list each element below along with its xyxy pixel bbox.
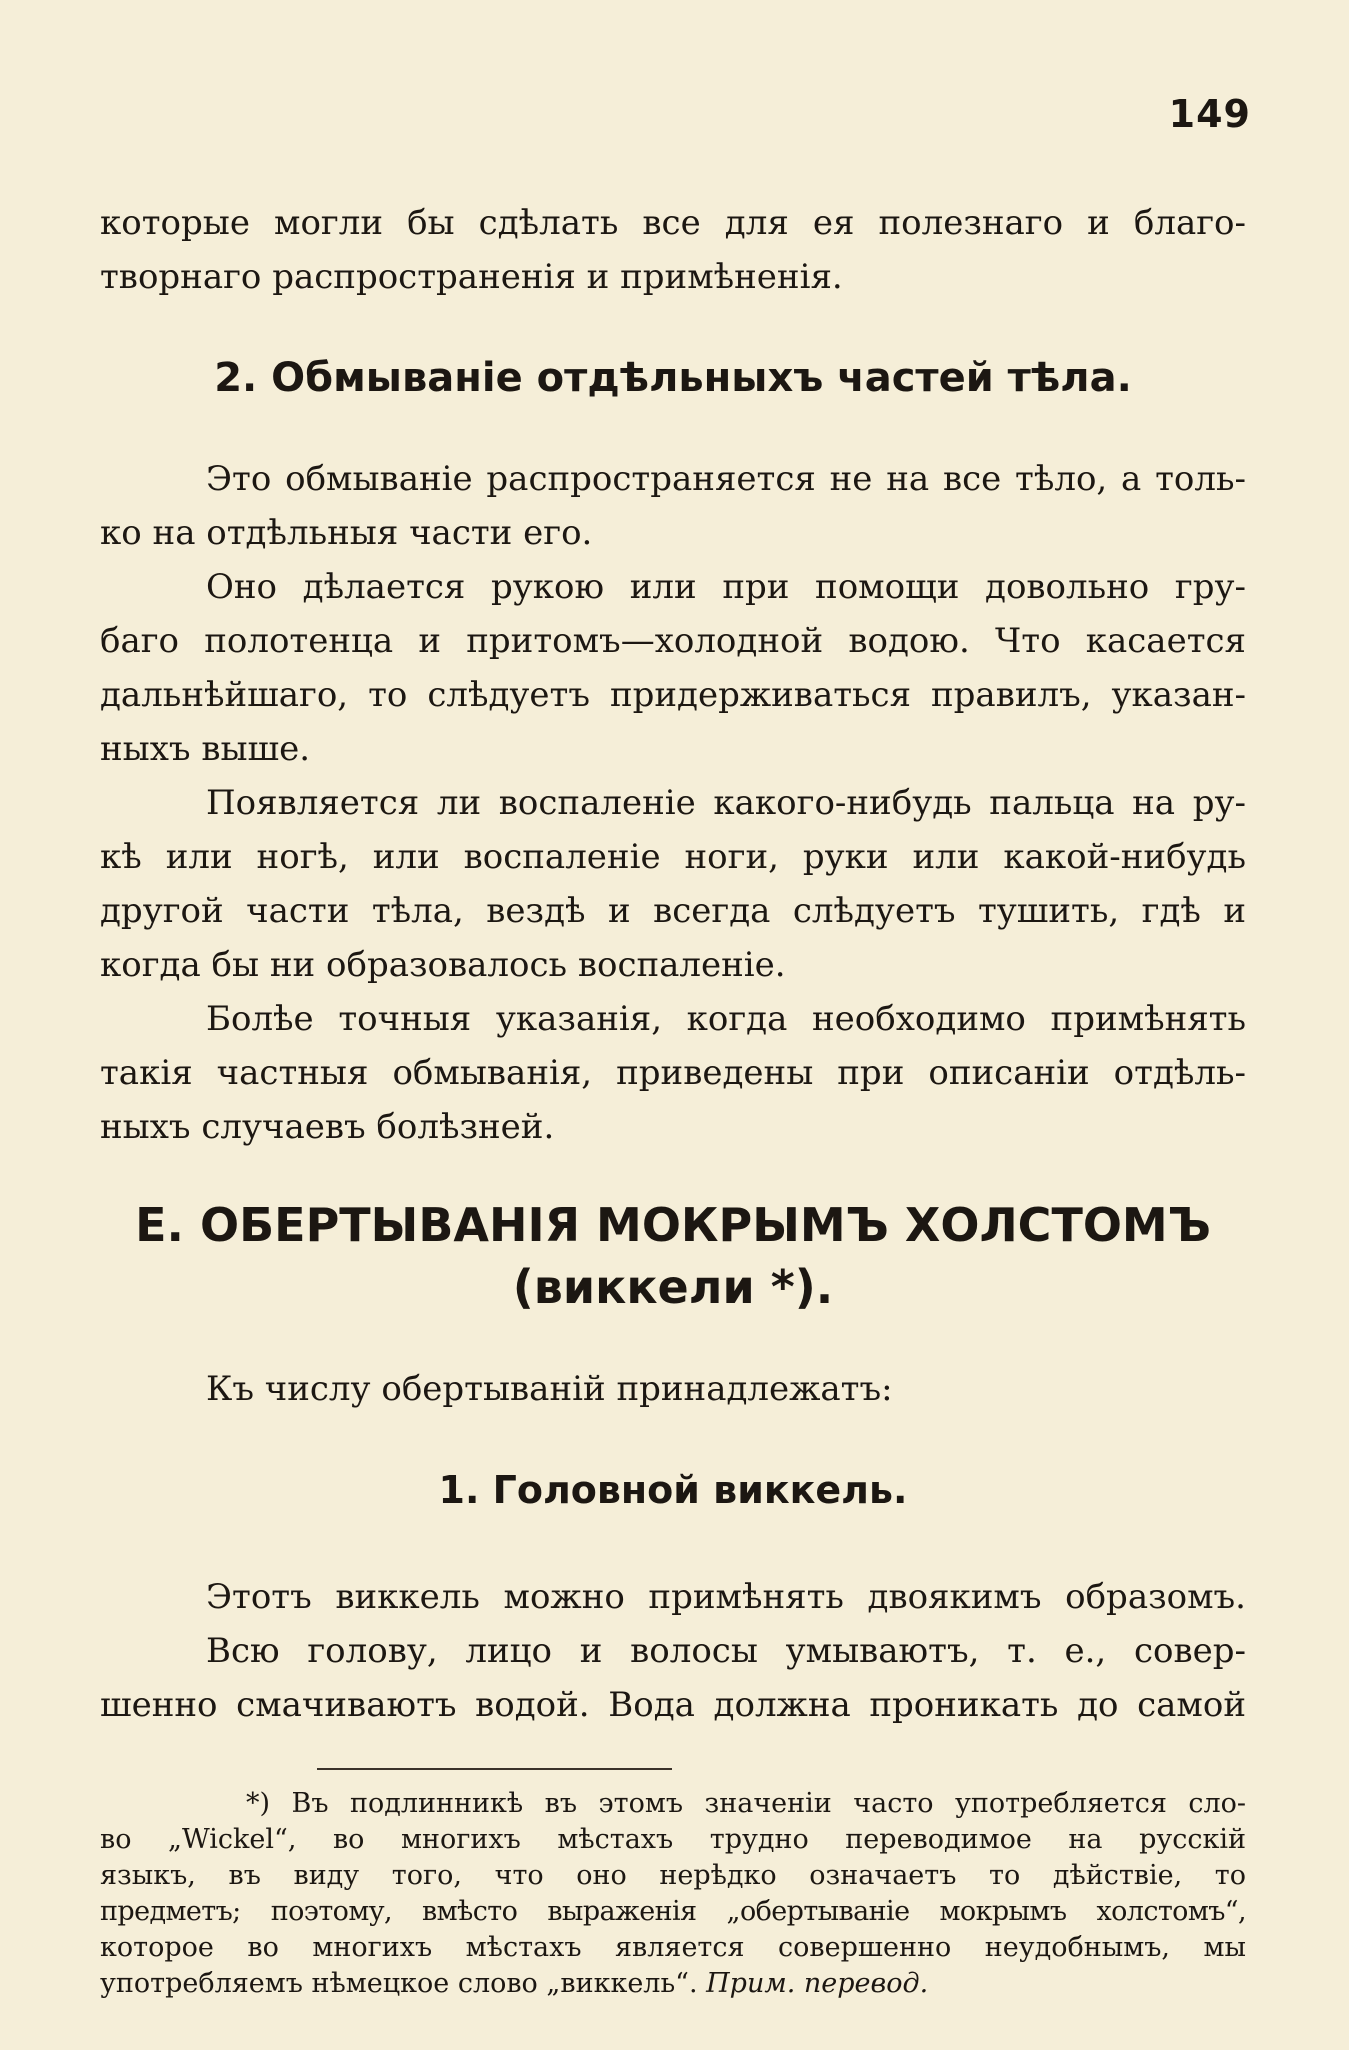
- footnote-line: *) Въ подлинникѣ въ этомъ значеніи часто употребляется сло-: [246, 1788, 1246, 1819]
- text-line: Всю голову, лицо и волосы умываютъ, т. е., совер-: [206, 1631, 1246, 1671]
- text-line: баго полотенца и притомъ—холодной водою. Что касается: [100, 621, 1246, 661]
- paragraph: [100, 992, 1246, 1154]
- chapter-heading-line-1: Е. ОБЕРТЫВАНІЯ МОКРЫМЪ ХОЛСТОМЪ: [135, 1198, 1211, 1252]
- footnote-line-last: [100, 1966, 1246, 2002]
- text-line: когда бы ни образовалось воспаленіе.: [100, 945, 786, 985]
- text-line: ныхъ случаевъ болѣзней.: [100, 1107, 555, 1147]
- text-line: ко на отдѣльныя части его.: [100, 513, 593, 553]
- chapter-heading: [100, 1194, 1246, 1318]
- text-line: Къ числу обертываній принадлежатъ:: [206, 1369, 893, 1409]
- paragraph: [100, 560, 1246, 776]
- footnote-line: которое во многихъ мѣстахъ является совершенно неудобнымъ, мы: [100, 1932, 1246, 1963]
- footnote-line: во „Wickel“, во многихъ мѣстахъ трудно переводимое на русскій: [100, 1824, 1246, 1855]
- text-line: творнаго распространенія и примѣненія.: [100, 257, 843, 297]
- text-line: Оно дѣлается рукою или при помощи довольно гру-: [206, 567, 1246, 607]
- paragraph-continuation: [100, 196, 1246, 304]
- text-line: другой части тѣла, вездѣ и всегда слѣдуетъ тушить, гдѣ и: [100, 891, 1246, 931]
- paragraph: [100, 776, 1246, 992]
- text-line: дальнѣйшаго, то слѣдуетъ придерживаться правилъ, указан-: [100, 675, 1246, 715]
- text-line: Этотъ виккель можно примѣнять двоякимъ образомъ.: [206, 1577, 1246, 1617]
- footnote-rule: [317, 1768, 672, 1770]
- text-line: которые могли бы сдѣлать все для ея полезнаго и благо-: [100, 203, 1246, 243]
- footnote-line: предметъ; поэтому, вмѣсто выраженія „обертываніе мокрымъ холстомъ“,: [100, 1896, 1246, 1927]
- page-number: 149: [1168, 92, 1251, 136]
- translator-note: Прим. перевод.: [706, 1968, 929, 1999]
- text-line: шенно смачиваютъ водой. Вода должна проникать до самой: [100, 1685, 1246, 1725]
- section-heading-1: 1. Головной виккель.: [438, 1468, 908, 1512]
- text-line: Появляется ли воспаленіе какого-нибудь пальца на ру-: [206, 783, 1246, 823]
- paragraph: [100, 1362, 1246, 1416]
- section-heading-2: 2. Обмываніе отдѣльныхъ частей тѣла.: [214, 355, 1132, 401]
- text-line: Болѣе точныя указанія, когда необходимо примѣнять: [206, 999, 1246, 1039]
- paragraph: [100, 1570, 1246, 1732]
- paragraph: [100, 452, 1246, 560]
- chapter-heading-line-2: (виккели *).: [512, 1260, 834, 1314]
- text-line: такія частныя обмыванія, приведены при описаніи отдѣль-: [100, 1053, 1246, 1093]
- text-line: ныхъ выше.: [100, 729, 311, 769]
- footnote: [100, 1786, 1246, 2002]
- page-content: [100, 196, 1246, 2002]
- text-line: Это обмываніе распространяется не на все тѣло, а толь-: [206, 459, 1246, 499]
- footnote-text: употребляемъ нѣмецкое слово „виккель“.: [100, 1968, 698, 1999]
- footnote-line: языкъ, въ виду того, что оно нерѣдко означаетъ то дѣйствіе, то: [100, 1860, 1246, 1891]
- text-line: кѣ или ногѣ, или воспаленіе ноги, руки или какой-нибудь: [100, 837, 1246, 877]
